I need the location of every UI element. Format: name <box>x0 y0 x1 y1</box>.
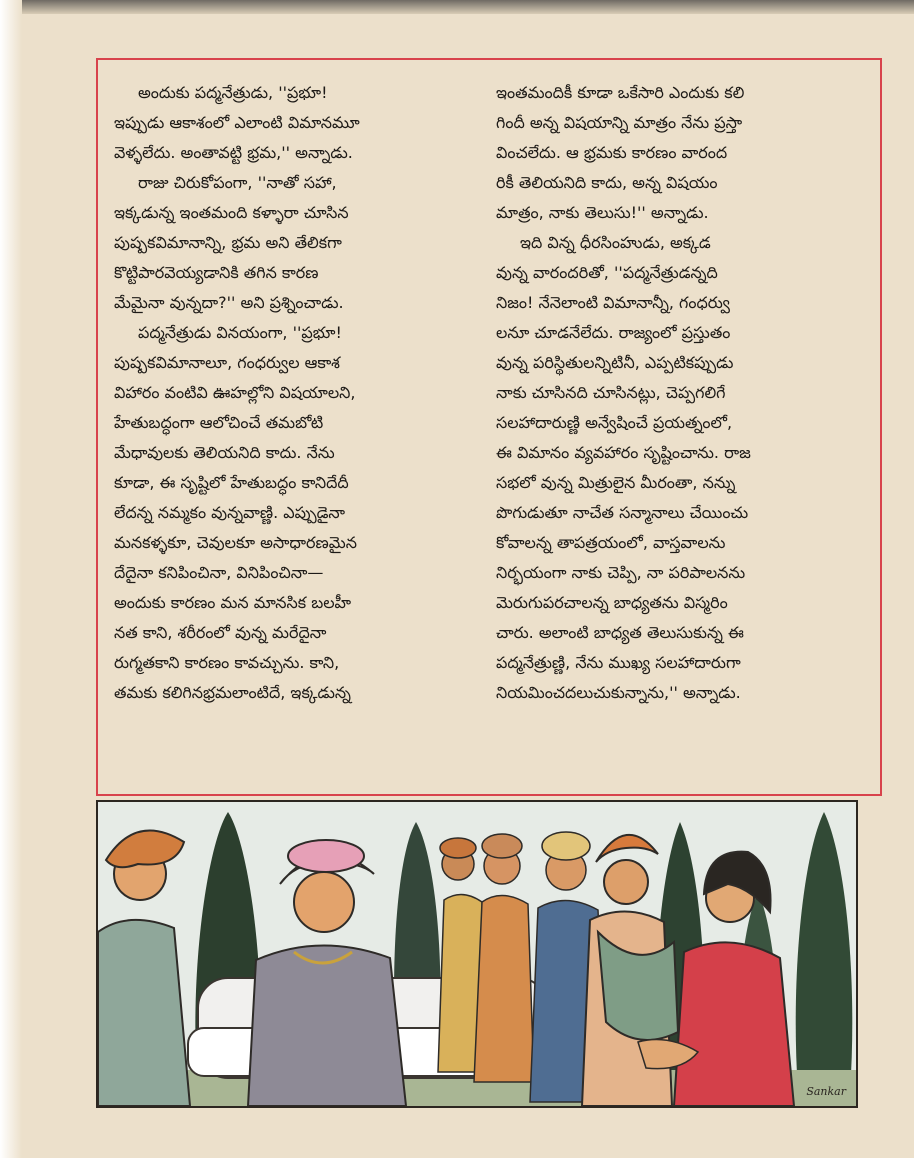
text-line: మేధావులకు తెలియనిది కాదు. నేను <box>114 443 335 462</box>
text-line: పుష్పకవిమానాన్ని, భ్రమ అని తేలికగా <box>114 233 342 252</box>
text-line: పుష్పకవిమానాలూ, గంధర్వుల ఆకాశ <box>114 353 340 372</box>
text-line: పొగుడుతూ నాచేత సన్మానాలు చేయించు <box>496 503 749 522</box>
text-line: అందుకు పద్మనేత్రుడు, ''ప్రభూ! <box>138 83 328 102</box>
text-line: మాత్రం, నాకు తెలుసు!'' అన్నాడు. <box>496 203 709 222</box>
text-line: దేదైనా కనిపించినా, వినిపించినా— <box>114 563 324 582</box>
text-line: ఇప్పుడు ఆకాశంలో ఎలాంటి విమానమూ <box>114 113 360 132</box>
text-line: మనకళ్ళకూ, చెవులకూ అసాధారణమైన <box>114 533 357 552</box>
text-line: నిజం! నేనెలాంటి విమానాన్నీ, గంధర్వు <box>496 293 730 312</box>
text-line: లేదన్న నమ్మకం వున్నవాణ్ణి. ఎప్పుడైనా <box>114 503 346 522</box>
text-line: విహారం వంటివి ఊహల్లోని విషయాలని, <box>114 383 356 402</box>
text-line: ఈ విమానం వ్యవహారం సృష్టించాను. రాజ <box>496 443 751 462</box>
text-line: చారు. అలాంటి బాధ్యత తెలుసుకున్న ఈ <box>496 623 744 642</box>
text-line: వెళ్ళలేదు. అంతావట్టి భ్రమ,'' అన్నాడు. <box>114 143 353 162</box>
text-line: సభలో వున్న మిత్రులైన మీరంతా, నన్ను <box>496 473 736 492</box>
text-line: అందుకు కారణం మన మానసిక బలహీ <box>114 593 352 612</box>
text-line: మేమైనా వున్నదా?'' అని ప్రశ్నించాడు. <box>114 293 344 312</box>
story-illustration <box>96 800 858 1108</box>
page-top-edge <box>0 0 914 14</box>
text-line: నత కాని, శరీరంలో వున్న మరేదైనా <box>114 623 327 642</box>
text-line: ఇక్కడున్న ఇంతమంది కళ్ళారా చూసిన <box>114 203 349 222</box>
text-line: ఇంతమందికీ కూడా ఒకేసారి ఎందుకు కలి <box>496 83 745 102</box>
text-line: లనూ చూడనేలేదు. రాజ్యంలో ప్రస్తుతం <box>496 323 731 342</box>
text-line: రాజు చిరుకోపంగా, ''నాతో సహా, <box>138 173 337 192</box>
text-frame <box>96 58 882 796</box>
text-line: కోవాలన్న తాపత్రయంలో, వాస్తవాలను <box>496 533 726 552</box>
text-line: గిందీ అన్న విషయాన్ని మాత్రం నేను ప్రస్తా <box>496 113 743 132</box>
text-line: రికీ తెలియనిది కాదు, అన్న విషయం <box>496 173 718 192</box>
text-line: పద్మనేత్రుడు వినయంగా, ''ప్రభూ! <box>138 323 342 342</box>
artist-signature: Sankar <box>806 1085 846 1098</box>
text-line: వించలేదు. ఆ భ్రమకు కారణం వారంద <box>496 143 728 162</box>
text-line: హేతుబద్ధంగా ఆలోచించే తమబోటి <box>114 413 324 432</box>
text-line: వున్న వారందరితో, ''పద్మనేత్రుడన్నది <box>496 263 718 282</box>
text-column-left <box>114 78 486 708</box>
text-line: తమకు కలిగినభ్రమలాంటిదే, ఇక్కడున్న <box>114 683 351 702</box>
text-line: పద్మనేత్రుణ్ణి, నేను ముఖ్య సలహాదారుగా <box>496 653 741 672</box>
text-line: వున్న పరిస్థితులన్నిటినీ, ఎప్పటికప్పుడు <box>496 353 734 372</box>
text-line: సలహాదారుణ్ణి అన్వేషించే ప్రయత్నంలో, <box>496 413 733 432</box>
text-line: ఇది విన్న ధీరసింహుడు, అక్కడ <box>520 233 711 252</box>
text-line: కొట్టిపారవెయ్యడానికి తగిన కారణ <box>114 263 319 282</box>
text-line: నాకు చూసినది చూసినట్లు, చెప్పగలిగే <box>496 383 726 402</box>
text-line: నియమించదలుచుకున్నాను,'' అన్నాడు. <box>496 683 741 702</box>
text-line: నిర్భయంగా నాకు చెప్పి, నా పరిపాలనను <box>496 563 746 582</box>
text-line: మెరుగుపరచాలన్న బాధ్యతను విస్మరిం <box>496 593 728 612</box>
text-line: రుగ్మతకాని కారణం కావచ్చును. కాని, <box>114 653 340 672</box>
text-column-right <box>496 78 868 708</box>
text-line: కూడా, ఈ సృష్టిలో హేతుబద్ధం కానిదేదీ <box>114 473 349 492</box>
page-left-edge <box>0 0 22 1158</box>
